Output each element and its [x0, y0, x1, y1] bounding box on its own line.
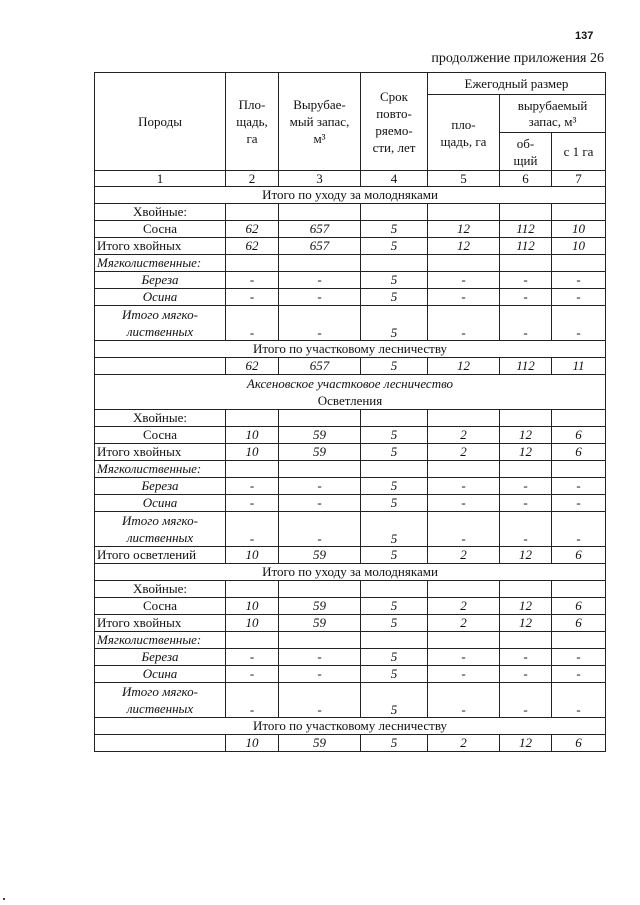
cell-value — [279, 410, 361, 427]
group-row — [95, 255, 606, 272]
cell-value: - — [226, 649, 279, 666]
cell-value: - — [500, 495, 552, 512]
cell-value: - — [552, 495, 606, 512]
cell-value: 5 — [361, 598, 428, 615]
cell-value: - — [552, 478, 606, 495]
header-stock-line: м³ — [313, 131, 326, 146]
section-row — [95, 375, 606, 410]
cell-value: - — [552, 272, 606, 289]
header-period-line: повто- — [376, 105, 412, 121]
row-label — [95, 735, 226, 752]
row-label-line: лиственных — [126, 324, 194, 339]
cell-value: - — [226, 683, 279, 718]
row-label: Мягколиственные: — [95, 255, 226, 272]
cell-value: 10 — [226, 735, 279, 752]
data-row — [95, 358, 606, 375]
cell-value — [361, 581, 428, 598]
cell-value: - — [226, 478, 279, 495]
group-row — [95, 410, 606, 427]
cell-value — [500, 581, 552, 598]
forestry-table — [94, 72, 606, 752]
section-title-line: Аксеновское участковое лесничество — [246, 376, 454, 391]
data-row — [95, 547, 606, 564]
data-row — [95, 598, 606, 615]
column-number-row — [95, 171, 606, 187]
data-row — [95, 495, 606, 512]
cell-value: - — [552, 512, 606, 547]
data-row — [95, 444, 606, 461]
cell-value: 5 — [361, 306, 428, 341]
row-label: Мягколиственные: — [95, 632, 226, 649]
table-body — [95, 187, 606, 752]
row-label: Хвойные: — [95, 204, 226, 221]
row-label: Сосна — [95, 427, 226, 444]
column-number: 5 — [428, 171, 500, 187]
group-row — [95, 581, 606, 598]
section-title: Итого по уходу за молодняками — [95, 564, 606, 581]
cell-value — [361, 204, 428, 221]
header-area-line: Пло- — [238, 97, 266, 112]
cell-value: 6 — [552, 615, 606, 632]
cell-value — [226, 461, 279, 478]
data-row — [95, 289, 606, 306]
cell-value: - — [500, 649, 552, 666]
cell-value: - — [500, 683, 552, 718]
cell-value: - — [279, 478, 361, 495]
cell-value: 2 — [428, 547, 500, 564]
cell-value: 10 — [226, 615, 279, 632]
cell-value: 5 — [361, 358, 428, 375]
cell-value — [428, 204, 500, 221]
row-label-line: Итого мягко- — [122, 684, 198, 699]
row-label: Осина — [95, 666, 226, 683]
cell-value: 12 — [500, 547, 552, 564]
cell-value — [428, 581, 500, 598]
cell-value: - — [500, 666, 552, 683]
data-row — [95, 615, 606, 632]
cell-value: 10 — [552, 238, 606, 255]
header-area-line: га — [246, 131, 258, 146]
cell-value: 5 — [361, 427, 428, 444]
row-label — [95, 512, 226, 547]
cell-value: 5 — [361, 735, 428, 752]
cell-value — [279, 204, 361, 221]
cell-value: 59 — [279, 427, 361, 444]
cell-value: 59 — [279, 547, 361, 564]
cell-value: 12 — [500, 427, 552, 444]
header-total-line: об- — [516, 135, 535, 151]
row-label — [95, 306, 226, 341]
cell-value — [500, 255, 552, 272]
header-annual-area — [428, 95, 500, 171]
row-label: Хвойные: — [95, 410, 226, 427]
column-number: 4 — [361, 171, 428, 187]
header-annual: Ежегодный размер — [428, 73, 606, 95]
cell-value: 10 — [226, 547, 279, 564]
cell-value: - — [279, 495, 361, 512]
row-label: Сосна — [95, 221, 226, 238]
cell-value: 5 — [361, 221, 428, 238]
cell-value: - — [226, 495, 279, 512]
header-species: Породы — [95, 73, 226, 171]
cell-value: 5 — [361, 547, 428, 564]
row-label: Итого хвойных — [95, 444, 226, 461]
cell-value: - — [279, 272, 361, 289]
cell-value: 112 — [500, 221, 552, 238]
cell-value: - — [428, 289, 500, 306]
cell-value: 5 — [361, 238, 428, 255]
cell-value: - — [226, 306, 279, 341]
header-period-line: ряемо- — [375, 122, 413, 138]
table-caption: продолжение приложения 26 — [431, 51, 604, 66]
row-label: Хвойные: — [95, 581, 226, 598]
cell-value: 2 — [428, 444, 500, 461]
data-row — [95, 512, 606, 547]
header-period-line: Срок — [380, 88, 408, 104]
row-label: Мягколиственные: — [95, 461, 226, 478]
cell-value — [428, 255, 500, 272]
data-row — [95, 221, 606, 238]
cell-value — [226, 410, 279, 427]
cell-value: 5 — [361, 272, 428, 289]
cell-value: 2 — [428, 598, 500, 615]
section-subtitle-line: Осветления — [317, 393, 383, 408]
cell-value: - — [428, 512, 500, 547]
cell-value: 12 — [500, 615, 552, 632]
row-label: Итого осветлений — [95, 547, 226, 564]
header-area-line: щадь, — [236, 114, 268, 129]
row-label-line: Итого мягко- — [122, 513, 198, 528]
cell-value — [361, 255, 428, 272]
cell-value: - — [428, 495, 500, 512]
cell-value: 12 — [428, 221, 500, 238]
cell-value — [552, 581, 606, 598]
cell-value: - — [226, 272, 279, 289]
cell-value: - — [428, 272, 500, 289]
cell-value: 2 — [428, 427, 500, 444]
section-row — [95, 718, 606, 735]
cell-value: 6 — [552, 547, 606, 564]
header-total-line: щий — [513, 152, 538, 168]
cell-value: 62 — [226, 221, 279, 238]
cell-value — [361, 632, 428, 649]
cell-value: - — [279, 289, 361, 306]
row-label: Итого хвойных — [95, 238, 226, 255]
cell-value: - — [500, 289, 552, 306]
cell-value: 5 — [361, 444, 428, 461]
cell-value: 59 — [279, 598, 361, 615]
row-label — [95, 683, 226, 718]
scan-mark — [3, 898, 5, 900]
cell-value: - — [552, 666, 606, 683]
row-label-line: лиственных — [126, 530, 194, 545]
header-stock-line: Вырубае- — [293, 97, 346, 112]
cell-value: 5 — [361, 666, 428, 683]
cell-value: 6 — [552, 735, 606, 752]
header-stock — [279, 73, 361, 171]
cell-value: 12 — [500, 735, 552, 752]
cell-value — [361, 410, 428, 427]
cell-value: 11 — [552, 358, 606, 375]
header-period — [361, 73, 428, 171]
cell-value: - — [552, 683, 606, 718]
header-per-ha: с 1 га — [552, 133, 606, 171]
cell-value — [226, 255, 279, 272]
row-label: Итого хвойных — [95, 615, 226, 632]
row-label: Береза — [95, 272, 226, 289]
cell-value — [552, 204, 606, 221]
cell-value: 62 — [226, 358, 279, 375]
cell-value: 5 — [361, 289, 428, 306]
cell-value — [226, 632, 279, 649]
cell-value: 10 — [226, 598, 279, 615]
cell-value: 10 — [226, 427, 279, 444]
cell-value: 5 — [361, 495, 428, 512]
cell-value — [552, 632, 606, 649]
cell-value — [428, 410, 500, 427]
cell-value: - — [279, 649, 361, 666]
cell-value — [226, 204, 279, 221]
cell-value: 12 — [500, 598, 552, 615]
cell-value — [226, 581, 279, 598]
row-label: Береза — [95, 649, 226, 666]
row-label-line: лиственных — [126, 701, 194, 716]
cell-value — [279, 255, 361, 272]
data-row — [95, 666, 606, 683]
column-number: 2 — [226, 171, 279, 187]
header-annual-stock: вырубаемый запас, м³ — [500, 95, 606, 133]
cell-value: 6 — [552, 444, 606, 461]
header-annual-area-line: пло- — [451, 116, 476, 132]
cell-value: - — [226, 666, 279, 683]
row-label: Сосна — [95, 598, 226, 615]
cell-value: - — [279, 666, 361, 683]
row-label — [95, 358, 226, 375]
section-row — [95, 564, 606, 581]
cell-value: 10 — [552, 221, 606, 238]
cell-value: 657 — [279, 358, 361, 375]
cell-value: - — [428, 666, 500, 683]
row-label-line: Итого мягко- — [122, 307, 198, 322]
page-number: 137 — [575, 30, 594, 42]
cell-value — [500, 632, 552, 649]
cell-value: 59 — [279, 735, 361, 752]
column-number: 3 — [279, 171, 361, 187]
cell-value: 657 — [279, 238, 361, 255]
data-row — [95, 649, 606, 666]
data-row — [95, 306, 606, 341]
cell-value — [279, 581, 361, 598]
column-number: 7 — [552, 171, 606, 187]
cell-value — [552, 410, 606, 427]
cell-value — [361, 461, 428, 478]
section-title — [95, 375, 606, 410]
cell-value: 2 — [428, 735, 500, 752]
header-area — [226, 73, 279, 171]
row-label: Береза — [95, 478, 226, 495]
data-row — [95, 272, 606, 289]
cell-value — [428, 461, 500, 478]
cell-value — [500, 461, 552, 478]
cell-value: 112 — [500, 358, 552, 375]
cell-value: 12 — [500, 444, 552, 461]
cell-value: 5 — [361, 478, 428, 495]
header-stock-line: мый запас, — [289, 114, 350, 129]
cell-value: - — [552, 649, 606, 666]
row-label: Осина — [95, 289, 226, 306]
cell-value: 59 — [279, 615, 361, 632]
section-row — [95, 341, 606, 358]
cell-value: 62 — [226, 238, 279, 255]
cell-value: - — [552, 306, 606, 341]
header-period-line: сти, лет — [372, 139, 416, 155]
cell-value: - — [226, 289, 279, 306]
cell-value: - — [500, 306, 552, 341]
cell-value: - — [279, 306, 361, 341]
cell-value: - — [428, 683, 500, 718]
cell-value: 10 — [226, 444, 279, 461]
cell-value: 2 — [428, 615, 500, 632]
column-number: 1 — [95, 171, 226, 187]
cell-value: 12 — [428, 238, 500, 255]
cell-value: - — [428, 306, 500, 341]
cell-value — [279, 461, 361, 478]
cell-value: - — [500, 272, 552, 289]
cell-value: 112 — [500, 238, 552, 255]
group-row — [95, 632, 606, 649]
cell-value: - — [428, 478, 500, 495]
cell-value: 5 — [361, 683, 428, 718]
data-row — [95, 238, 606, 255]
section-title: Итого по участковому лесничеству — [95, 718, 606, 735]
cell-value: 59 — [279, 444, 361, 461]
data-row — [95, 735, 606, 752]
cell-value — [500, 410, 552, 427]
data-row — [95, 427, 606, 444]
cell-value: 6 — [552, 427, 606, 444]
cell-value: 657 — [279, 221, 361, 238]
cell-value: 5 — [361, 512, 428, 547]
data-row — [95, 683, 606, 718]
cell-value: 5 — [361, 615, 428, 632]
section-title: Итого по уходу за молодняками — [95, 187, 606, 204]
column-number: 6 — [500, 171, 552, 187]
cell-value: - — [552, 289, 606, 306]
header-annual-area-line: щадь, га — [440, 133, 487, 149]
cell-value — [552, 461, 606, 478]
section-title: Итого по участковому лесничеству — [95, 341, 606, 358]
cell-value: - — [279, 683, 361, 718]
cell-value: - — [500, 478, 552, 495]
cell-value — [500, 204, 552, 221]
group-row — [95, 204, 606, 221]
cell-value — [279, 632, 361, 649]
header-total — [500, 133, 552, 171]
section-row — [95, 187, 606, 204]
cell-value: - — [500, 512, 552, 547]
group-row — [95, 461, 606, 478]
cell-value — [428, 632, 500, 649]
row-label: Осина — [95, 495, 226, 512]
data-row — [95, 478, 606, 495]
cell-value: - — [428, 649, 500, 666]
cell-value — [552, 255, 606, 272]
cell-value: - — [226, 512, 279, 547]
table-header — [95, 73, 606, 187]
cell-value: 5 — [361, 649, 428, 666]
cell-value: 12 — [428, 358, 500, 375]
cell-value: - — [279, 512, 361, 547]
cell-value: 6 — [552, 598, 606, 615]
